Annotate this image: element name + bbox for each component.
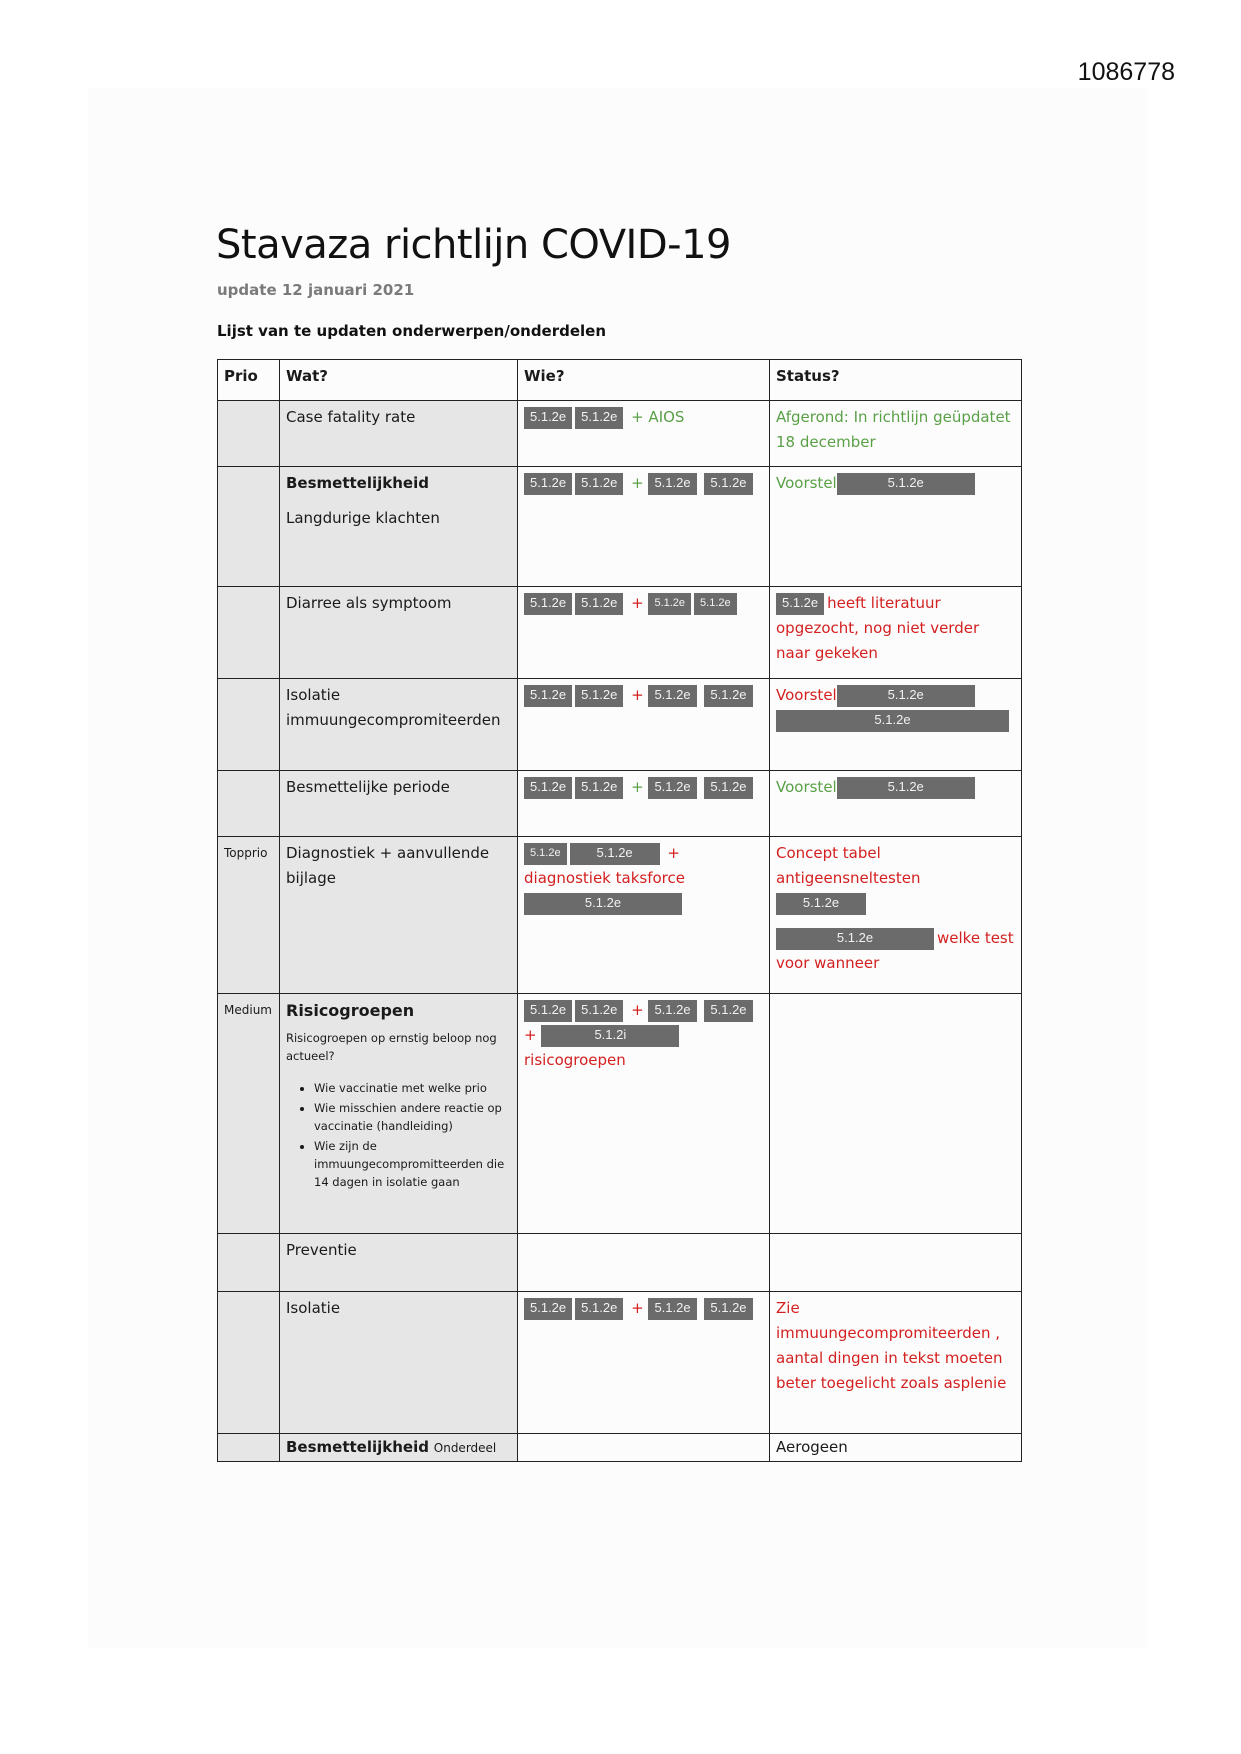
redaction-box: 5.1.2e [648, 593, 691, 615]
header-status: Status? [770, 360, 1022, 401]
redaction-box: 5.1.2e [648, 473, 696, 495]
topic-cell: Isolatie immuungecompromiteerden [280, 679, 518, 771]
redaction-box: 5.1.2e [704, 685, 752, 707]
topic-title: Besmettelijkheid [286, 474, 429, 492]
list-item: • Wie vaccinatie met welke prio [314, 1079, 511, 1097]
redaction-box: 5.1.2e [570, 843, 660, 865]
redaction-box: 5.1.2e [524, 843, 567, 865]
topic-cell: Preventie [280, 1234, 518, 1292]
redaction-box: 5.1.2e [648, 1298, 696, 1320]
redaction-box: 5.1.2i [541, 1025, 679, 1047]
spacer [776, 916, 1015, 926]
table-row [218, 1292, 1022, 1434]
prio-cell [218, 1292, 280, 1434]
redaction-box: 5.1.2e [704, 473, 752, 495]
status-cell [770, 679, 1022, 771]
redaction-box: 5.1.2e [524, 893, 682, 915]
topic-cell [280, 467, 518, 587]
plus-sign: + [631, 594, 644, 612]
table-header-row [218, 360, 1022, 401]
prio-cell [218, 401, 280, 467]
redaction-box: 5.1.2e [575, 1298, 623, 1320]
status-cell [770, 1234, 1022, 1292]
list-item: • Wie misschien andere reactie op vaccinatie (handleiding) [314, 1099, 511, 1135]
owner-cell [518, 679, 770, 771]
topic-note: Onderdeel [433, 1441, 497, 1455]
status-cell: Aerogeen [770, 1434, 1022, 1462]
document-id: 1086778 [1077, 58, 1175, 86]
owner-cell [518, 1234, 770, 1292]
redaction-box: 5.1.2e [837, 685, 975, 707]
owner-cell [518, 837, 770, 994]
list-item: • Wie zijn de immuungecompromitteerden die 14 dagen in isolatie gaan [314, 1137, 511, 1191]
prio-cell [218, 1234, 280, 1292]
redaction-box: 5.1.2e [524, 777, 572, 799]
redaction-box: 5.1.2e [575, 473, 623, 495]
plus-sign: + [667, 844, 680, 862]
plus-sign: + [524, 1026, 537, 1044]
update-date: update 12 januari 2021 [217, 281, 415, 299]
status-text: heeft literatuur opgezocht, nog niet verder naar gekeken [776, 594, 980, 662]
owner-extra: + AIOS [631, 408, 685, 426]
status-text: Voorstel [776, 778, 837, 796]
redaction-box: 5.1.2e [776, 710, 1009, 732]
section-title: Lijst van te updaten onderwerpen/onderdelen [217, 322, 607, 340]
redaction-box: 5.1.2e [524, 1298, 572, 1320]
prio-cell: Topprio [218, 837, 280, 994]
plus-sign: + [631, 778, 644, 796]
redaction-box: 5.1.2e [776, 928, 934, 950]
redaction-box: 5.1.2e [704, 777, 752, 799]
table-row [218, 1234, 1022, 1292]
topic-subtitle: Risicogroepen op ernstig beloop nog actueel? [286, 1031, 497, 1063]
status-cell [770, 587, 1022, 679]
prio-cell [218, 1434, 280, 1462]
owner-cell [518, 1292, 770, 1434]
owner-cell [518, 467, 770, 587]
redaction-box: 5.1.2e [694, 593, 737, 615]
redaction-box: 5.1.2e [524, 1000, 572, 1022]
status-text: Voorstel [776, 686, 837, 704]
plus-sign: + [631, 474, 644, 492]
redaction-box: 5.1.2e [575, 777, 623, 799]
redaction-box: 5.1.2e [575, 593, 623, 615]
redaction-box: 5.1.2e [837, 777, 975, 799]
table-row [218, 401, 1022, 467]
plus-sign: + [631, 686, 644, 704]
page-title: Stavaza richtlijn COVID-19 [216, 222, 731, 268]
redaction-box: 5.1.2e [776, 593, 824, 615]
table-row [218, 679, 1022, 771]
topic-title: Besmettelijkheid [286, 1438, 429, 1456]
plus-sign: + [631, 1299, 644, 1317]
redaction-box: 5.1.2e [524, 685, 572, 707]
bullet-list [286, 1079, 511, 1191]
table-row [218, 1434, 1022, 1462]
status-cell [770, 771, 1022, 837]
status-cell [770, 467, 1022, 587]
header-wie: Wie? [518, 360, 770, 401]
redaction-box: 5.1.2e [648, 777, 696, 799]
redaction-box: 5.1.2e [776, 893, 866, 915]
prio-cell [218, 467, 280, 587]
topics-table [217, 359, 1022, 1462]
owner-cell [518, 1434, 770, 1462]
table-row [218, 837, 1022, 994]
topic-cell: Diagnostiek + aanvullende bijlage [280, 837, 518, 994]
status-text: Concept tabel antigeensneltesten [776, 844, 921, 887]
table-row [218, 467, 1022, 587]
status-cell: Afgerond: In richtlijn geüpdatet 18 december [770, 401, 1022, 467]
redaction-box: 5.1.2e [837, 473, 975, 495]
table-row [218, 587, 1022, 679]
owner-cell [518, 994, 770, 1234]
owner-extra: risicogroepen [524, 1051, 626, 1069]
topic-details [286, 1029, 511, 1191]
redaction-box: 5.1.2e [575, 407, 623, 429]
redaction-box: 5.1.2e [524, 473, 572, 495]
plus-sign: + [631, 1001, 644, 1019]
topic-cell: Besmettelijke periode [280, 771, 518, 837]
prio-cell [218, 587, 280, 679]
topic-subtitle: Langdurige klachten [286, 509, 440, 527]
redaction-box: 5.1.2e [704, 1298, 752, 1320]
prio-cell: Medium [218, 994, 280, 1234]
status-cell [770, 837, 1022, 994]
header-prio: Prio [218, 360, 280, 401]
topic-cell: Case fatality rate [280, 401, 518, 467]
redaction-box: 5.1.2e [524, 593, 572, 615]
prio-cell [218, 679, 280, 771]
topic-cell: Diarree als symptoom [280, 587, 518, 679]
redaction-box: 5.1.2e [704, 1000, 752, 1022]
status-text: welke test voor wanneer [776, 929, 1014, 972]
header-wat: Wat? [280, 360, 518, 401]
status-cell [770, 994, 1022, 1234]
prio-cell [218, 771, 280, 837]
redaction-box: 5.1.2e [648, 1000, 696, 1022]
status-text: Voorstel [776, 474, 837, 492]
topic-cell: Isolatie [280, 1292, 518, 1434]
redaction-box: 5.1.2e [575, 1000, 623, 1022]
topic-title: Risicogroepen [286, 1001, 415, 1020]
table-row [218, 771, 1022, 837]
owner-cell [518, 771, 770, 837]
redaction-box: 5.1.2e [648, 685, 696, 707]
status-cell: Zie immuungecompromiteerden , aantal dingen in tekst moeten beter toegelicht zoals asplenie [770, 1292, 1022, 1434]
spacer [286, 496, 511, 506]
topic-cell [280, 994, 518, 1234]
topic-cell [280, 1434, 518, 1462]
redaction-box: 5.1.2e [575, 685, 623, 707]
redaction-box: 5.1.2e [524, 407, 572, 429]
owner-cell [518, 587, 770, 679]
owner-cell [518, 401, 770, 467]
table-row [218, 994, 1022, 1234]
owner-extra: diagnostiek taksforce [524, 869, 685, 887]
